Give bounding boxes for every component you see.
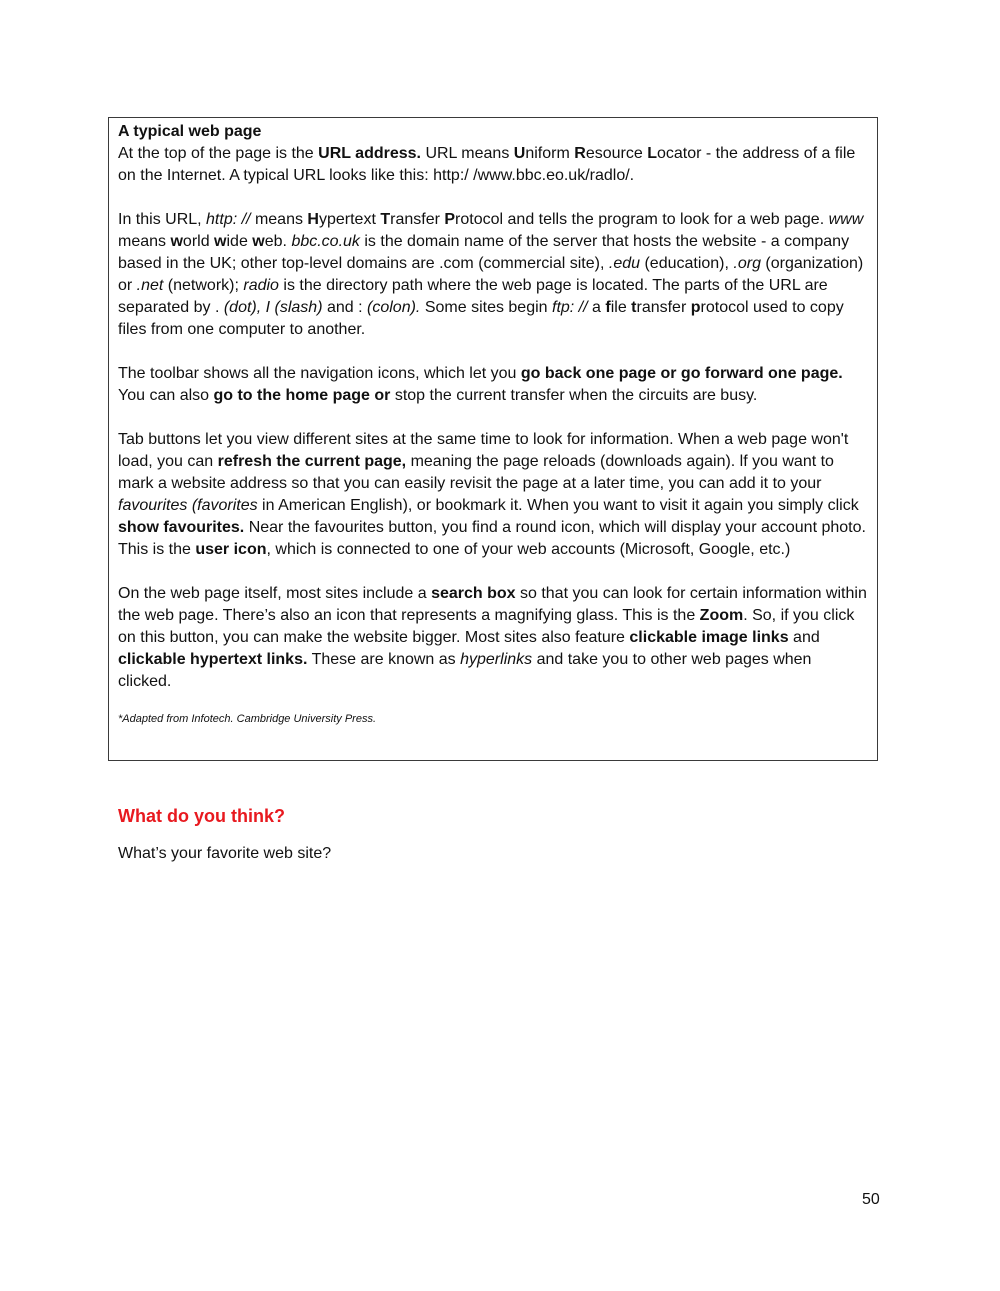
paragraph-url-parts: In this URL, http: // means Hypertext Transfer Protocol and tells the program to look for a web page. www means world wide web. bbc.co.uk is the domain name of the server that hosts the website - a company based in the UK; other top-level domains are .com (commercial site), .edu (education), .org (organization) or .net (network); radio is the directory path where the web page is located. The parts of the URL are separated by . (dot), I (slash) and : (colon). Some sites begin ftp: // a file transfer protocol used to copy files from one computer to another. [118,211,864,338]
reading-box [108,117,878,761]
source-footnote: *Adapted from Infotech. Cambridge University Press. [118,713,377,725]
paragraph-search-zoom: On the web page itself, most sites include a search box so that you can look for certain information within the web page. There’s also an icon that represents a magnifying glass. This is the Zoom. So, if you click on this button, you can make the website bigger. Most sites also feature clickable image links and clickable hypertext links. These are known as hyperlinks and take you to other web pages when clicked. [118,585,867,690]
section-title: What do you think? [118,806,285,826]
paragraph-toolbar: The toolbar shows all the navigation icons, which let you go back one page or go forward one page. You can also go to the home page or stop the current transfer when the circuits are busy. [118,365,843,404]
box-title: A typical web page [118,123,262,140]
paragraph-url-address: At the top of the page is the URL address. URL means Uniform Resource Locator - the address of a file on the Internet. A typical URL looks like this: http:/ /www.bbc.eo.uk/radlo/. [118,145,856,184]
question-text: What’s your favorite web site? [118,845,332,862]
paragraph-tabs-favourites: Tab buttons let you view different sites at the same time to look for information. When a web page won't load, you can refresh the current page, meaning the page reloads (downloads again). lf you want to mark a website address so that you can easily revisit the page at a later time, you can add it to your favourites (favorites in American English), or bookmark it. When you want to visit it again you simply click show favourites. Near the favourites button, you find a round icon, which will display your account photo. This is the user icon, which is connected to one of your web accounts (Microsoft, Google, etc.) [118,431,866,558]
page-number: 50 [862,1191,880,1208]
